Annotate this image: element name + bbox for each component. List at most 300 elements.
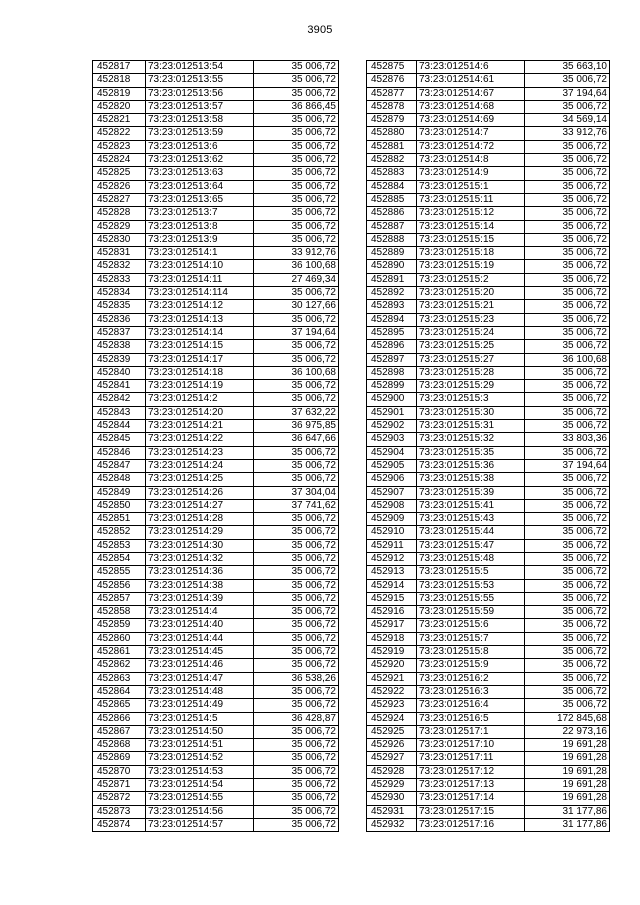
table-row: [93, 699, 339, 712]
cadastral-number: 73:23:012514:7: [417, 127, 525, 140]
row-number: 452882: [367, 154, 417, 167]
table-row: [367, 579, 610, 592]
row-number: 452916: [367, 606, 417, 619]
cadastral-value: 35 006,72: [254, 632, 339, 645]
table-row: [93, 672, 339, 685]
table-row: [93, 473, 339, 486]
cadastral-value: 19 691,28: [525, 739, 610, 752]
table-row: [367, 725, 610, 738]
row-number: 452904: [367, 446, 417, 459]
row-number: 452873: [93, 805, 146, 818]
cadastral-value: 35 006,72: [254, 220, 339, 233]
cadastral-value: 35 006,72: [525, 100, 610, 113]
cadastral-value: 35 006,72: [254, 446, 339, 459]
table-row: [93, 566, 339, 579]
cadastral-number: 73:23:012515:19: [417, 260, 525, 273]
cadastral-value: 35 006,72: [525, 366, 610, 379]
table-row: [367, 446, 610, 459]
table-row: [367, 140, 610, 153]
cadastral-value: 27 469,34: [254, 273, 339, 286]
table-row: [367, 127, 610, 140]
row-number: 452846: [93, 446, 146, 459]
cadastral-number: 73:23:012515:24: [417, 326, 525, 339]
table-row: [93, 380, 339, 393]
table-row: [93, 167, 339, 180]
table-row: [367, 340, 610, 353]
table-row: [93, 353, 339, 366]
table-row: [367, 592, 610, 605]
cadastral-value: 35 006,72: [254, 792, 339, 805]
row-number: 452861: [93, 646, 146, 659]
row-number: 452877: [367, 87, 417, 100]
row-number: 452929: [367, 779, 417, 792]
table-row: [367, 606, 610, 619]
row-number: 452926: [367, 739, 417, 752]
cadastral-value: 172 845,68: [525, 712, 610, 725]
register-table-right: [366, 60, 610, 832]
row-number: 452868: [93, 739, 146, 752]
cadastral-value: 35 006,72: [525, 646, 610, 659]
table-row: [367, 526, 610, 539]
cadastral-value: 35 006,72: [525, 566, 610, 579]
row-number: 452910: [367, 526, 417, 539]
cadastral-value: 37 304,04: [254, 486, 339, 499]
cadastral-value: 19 691,28: [525, 779, 610, 792]
table-row: [367, 353, 610, 366]
table-row: [367, 739, 610, 752]
row-number: 452855: [93, 566, 146, 579]
cadastral-number: 73:23:012515:38: [417, 473, 525, 486]
table-row: [367, 406, 610, 419]
cadastral-value: 35 006,72: [525, 74, 610, 87]
row-number: 452924: [367, 712, 417, 725]
table-row: [367, 473, 610, 486]
row-number: 452921: [367, 672, 417, 685]
row-number: 452919: [367, 646, 417, 659]
cadastral-number: 73:23:012514:1: [146, 247, 254, 260]
row-number: 452852: [93, 526, 146, 539]
cadastral-number: 73:23:012514:8: [417, 154, 525, 167]
row-number: 452920: [367, 659, 417, 672]
cadastral-number: 73:23:012514:22: [146, 433, 254, 446]
cadastral-value: 35 006,72: [525, 140, 610, 153]
cadastral-number: 73:23:012515:59: [417, 606, 525, 619]
cadastral-value: 36 975,85: [254, 420, 339, 433]
cadastral-number: 73:23:012515:7: [417, 632, 525, 645]
cadastral-number: 73:23:012515:28: [417, 366, 525, 379]
cadastral-number: 73:23:012515:9: [417, 659, 525, 672]
cadastral-value: 35 006,72: [525, 233, 610, 246]
cadastral-number: 73:23:012514:61: [417, 74, 525, 87]
cadastral-value: 35 006,72: [254, 74, 339, 87]
table-row: [93, 207, 339, 220]
row-number: 452830: [93, 233, 146, 246]
cadastral-value: 37 194,64: [525, 459, 610, 472]
cadastral-number: 73:23:012513:9: [146, 233, 254, 246]
cadastral-number: 73:23:012515:36: [417, 459, 525, 472]
row-number: 452925: [367, 725, 417, 738]
table-row: [93, 779, 339, 792]
table-row: [93, 154, 339, 167]
table-row: [93, 340, 339, 353]
register-table-left: [92, 60, 339, 832]
table-row: [93, 725, 339, 738]
cadastral-value: 35 006,72: [254, 167, 339, 180]
row-number: 452867: [93, 725, 146, 738]
cadastral-value: 19 691,28: [525, 765, 610, 778]
cadastral-value: 35 006,72: [254, 193, 339, 206]
cadastral-value: 35 006,72: [525, 340, 610, 353]
cadastral-number: 73:23:012515:25: [417, 340, 525, 353]
cadastral-value: 30 127,66: [254, 300, 339, 313]
cadastral-value: 35 006,72: [254, 552, 339, 565]
cadastral-value: 37 194,64: [525, 87, 610, 100]
cadastral-value: 35 006,72: [525, 220, 610, 233]
row-number: 452866: [93, 712, 146, 725]
table-row: [367, 220, 610, 233]
table-row: [93, 326, 339, 339]
cadastral-value: 35 006,72: [525, 180, 610, 193]
row-number: 452932: [367, 818, 417, 831]
table-row: [367, 672, 610, 685]
row-number: 452823: [93, 140, 146, 153]
row-number: 452886: [367, 207, 417, 220]
row-number: 452907: [367, 486, 417, 499]
cadastral-value: 35 006,72: [254, 526, 339, 539]
table-row: [93, 287, 339, 300]
cadastral-number: 73:23:012515:11: [417, 193, 525, 206]
table-row: [93, 619, 339, 632]
cadastral-value: 36 538,26: [254, 672, 339, 685]
cadastral-value: 35 006,72: [254, 513, 339, 526]
table-row: [367, 193, 610, 206]
row-number: 452865: [93, 699, 146, 712]
cadastral-number: 73:23:012514:4: [146, 606, 254, 619]
table-row: [93, 260, 339, 273]
row-number: 452889: [367, 247, 417, 260]
cadastral-number: 73:23:012514:9: [417, 167, 525, 180]
table-row: [367, 420, 610, 433]
row-number: 452871: [93, 779, 146, 792]
cadastral-value: 34 569,14: [525, 114, 610, 127]
table-row: [367, 818, 610, 831]
row-number: 452931: [367, 805, 417, 818]
row-number: 452930: [367, 792, 417, 805]
cadastral-value: 33 912,76: [525, 127, 610, 140]
cadastral-value: 35 006,72: [525, 313, 610, 326]
cadastral-number: 73:23:012515:2: [417, 273, 525, 286]
cadastral-number: 73:23:012515:44: [417, 526, 525, 539]
table-row: [367, 792, 610, 805]
cadastral-value: 35 006,72: [525, 167, 610, 180]
row-number: 452884: [367, 180, 417, 193]
table-row: [93, 247, 339, 260]
table-row: [93, 752, 339, 765]
cadastral-value: 36 866,45: [254, 100, 339, 113]
table-row: [367, 659, 610, 672]
cadastral-number: 73:23:012514:69: [417, 114, 525, 127]
cadastral-value: 35 006,72: [254, 313, 339, 326]
table-row: [367, 61, 610, 74]
cadastral-value: 22 973,16: [525, 725, 610, 738]
cadastral-value: 35 006,72: [254, 739, 339, 752]
row-number: 452821: [93, 114, 146, 127]
cadastral-value: 35 006,72: [525, 552, 610, 565]
table-row: [367, 699, 610, 712]
cadastral-value: 35 006,72: [525, 207, 610, 220]
cadastral-value: 35 006,72: [525, 287, 610, 300]
row-number: 452927: [367, 752, 417, 765]
table-row: [93, 100, 339, 113]
table-row: [367, 499, 610, 512]
table-row: [93, 792, 339, 805]
cadastral-value: 35 006,72: [525, 699, 610, 712]
table-row: [93, 193, 339, 206]
table-row: [367, 313, 610, 326]
cadastral-number: 73:23:012515:30: [417, 406, 525, 419]
cadastral-number: 73:23:012513:62: [146, 154, 254, 167]
cadastral-number: 73:23:012513:7: [146, 207, 254, 220]
row-number: 452858: [93, 606, 146, 619]
cadastral-value: 35 006,72: [254, 818, 339, 831]
row-number: 452817: [93, 61, 146, 74]
cadastral-value: 35 006,72: [525, 420, 610, 433]
row-number: 452908: [367, 499, 417, 512]
table-row: [93, 220, 339, 233]
cadastral-value: 19 691,28: [525, 792, 610, 805]
cadastral-value: 35 006,72: [525, 592, 610, 605]
row-number: 452827: [93, 193, 146, 206]
cadastral-number: 73:23:012513:65: [146, 193, 254, 206]
cadastral-value: 35 006,72: [525, 526, 610, 539]
cadastral-number: 73:23:012517:11: [417, 752, 525, 765]
cadastral-value: 35 006,72: [254, 180, 339, 193]
cadastral-value: 35 006,72: [254, 539, 339, 552]
row-number: 452857: [93, 592, 146, 605]
cadastral-number: 73:23:012514:27: [146, 499, 254, 512]
cadastral-number: 73:23:012517:12: [417, 765, 525, 778]
cadastral-number: 73:23:012514:72: [417, 140, 525, 153]
cadastral-value: 35 006,72: [254, 393, 339, 406]
cadastral-value: 35 006,72: [525, 659, 610, 672]
table-row: [93, 592, 339, 605]
row-number: 452843: [93, 406, 146, 419]
cadastral-number: 73:23:012515:53: [417, 579, 525, 592]
row-number: 452819: [93, 87, 146, 100]
cadastral-number: 73:23:012517:10: [417, 739, 525, 752]
cadastral-number: 73:23:012515:29: [417, 380, 525, 393]
row-number: 452839: [93, 353, 146, 366]
table-row: [93, 61, 339, 74]
row-number: 452860: [93, 632, 146, 645]
cadastral-number: 73:23:012515:1: [417, 180, 525, 193]
cadastral-number: 73:23:012514:15: [146, 340, 254, 353]
cadastral-value: 35 006,72: [254, 752, 339, 765]
row-number: 452913: [367, 566, 417, 579]
cadastral-number: 73:23:012514:13: [146, 313, 254, 326]
cadastral-number: 73:23:012517:13: [417, 779, 525, 792]
cadastral-value: 35 006,72: [254, 61, 339, 74]
cadastral-number: 73:23:012515:39: [417, 486, 525, 499]
row-number: 452822: [93, 127, 146, 140]
row-number: 452909: [367, 513, 417, 526]
row-number: 452842: [93, 393, 146, 406]
row-number: 452888: [367, 233, 417, 246]
table-row: [93, 526, 339, 539]
table-row: [367, 486, 610, 499]
cadastral-number: 73:23:012513:64: [146, 180, 254, 193]
cadastral-number: 73:23:012514:28: [146, 513, 254, 526]
table-row: [93, 486, 339, 499]
cadastral-value: 35 006,72: [525, 154, 610, 167]
table-row: [93, 273, 339, 286]
row-number: 452869: [93, 752, 146, 765]
row-number: 452891: [367, 273, 417, 286]
row-number: 452893: [367, 300, 417, 313]
table-row: [93, 180, 339, 193]
cadastral-value: 35 006,72: [525, 473, 610, 486]
cadastral-value: 36 100,68: [254, 260, 339, 273]
cadastral-value: 35 006,72: [254, 619, 339, 632]
table-row: [367, 539, 610, 552]
cadastral-number: 73:23:012515:47: [417, 539, 525, 552]
cadastral-value: 35 006,72: [525, 393, 610, 406]
table-row: [367, 685, 610, 698]
table-row: [367, 646, 610, 659]
cadastral-number: 73:23:012515:43: [417, 513, 525, 526]
row-number: 452878: [367, 100, 417, 113]
cadastral-number: 73:23:012514:57: [146, 818, 254, 831]
row-number: 452828: [93, 207, 146, 220]
table-row: [93, 606, 339, 619]
row-number: 452917: [367, 619, 417, 632]
cadastral-number: 73:23:012515:48: [417, 552, 525, 565]
row-number: 452874: [93, 818, 146, 831]
row-number: 452894: [367, 313, 417, 326]
cadastral-value: 35 006,72: [254, 154, 339, 167]
row-number: 452818: [93, 74, 146, 87]
cadastral-value: 35 006,72: [254, 699, 339, 712]
table-row: [367, 233, 610, 246]
table-row: [367, 74, 610, 87]
cadastral-value: 35 006,72: [254, 566, 339, 579]
cadastral-number: 73:23:012515:31: [417, 420, 525, 433]
table-row: [93, 539, 339, 552]
cadastral-number: 73:23:012514:29: [146, 526, 254, 539]
row-number: 452881: [367, 140, 417, 153]
cadastral-number: 73:23:012513:57: [146, 100, 254, 113]
cadastral-number: 73:23:012514:17: [146, 353, 254, 366]
table-row: [367, 765, 610, 778]
cadastral-number: 73:23:012514:56: [146, 805, 254, 818]
cadastral-value: 35 006,72: [525, 193, 610, 206]
table-row: [367, 433, 610, 446]
cadastral-value: 35 006,72: [254, 579, 339, 592]
cadastral-number: 73:23:012517:1: [417, 725, 525, 738]
cadastral-number: 73:23:012515:21: [417, 300, 525, 313]
table-row: [367, 247, 610, 260]
cadastral-value: 35 006,72: [525, 685, 610, 698]
cadastral-number: 73:23:012515:20: [417, 287, 525, 300]
cadastral-value: 35 006,72: [525, 486, 610, 499]
cadastral-value: 35 006,72: [525, 606, 610, 619]
table-row: [93, 313, 339, 326]
cadastral-value: 36 428,87: [254, 712, 339, 725]
cadastral-number: 73:23:012514:48: [146, 685, 254, 698]
cadastral-number: 73:23:012515:32: [417, 433, 525, 446]
cadastral-value: 35 006,72: [254, 646, 339, 659]
table-row: [367, 260, 610, 273]
cadastral-value: 36 647,66: [254, 433, 339, 446]
cadastral-number: 73:23:012514:12: [146, 300, 254, 313]
table-row: [93, 659, 339, 672]
cadastral-value: 35 006,72: [525, 300, 610, 313]
row-number: 452890: [367, 260, 417, 273]
table-row: [367, 712, 610, 725]
table-row: [367, 393, 610, 406]
table-row: [367, 513, 610, 526]
cadastral-number: 73:23:012517:14: [417, 792, 525, 805]
row-number: 452883: [367, 167, 417, 180]
row-number: 452918: [367, 632, 417, 645]
cadastral-number: 73:23:012513:63: [146, 167, 254, 180]
cadastral-value: 35 006,72: [254, 606, 339, 619]
row-number: 452895: [367, 326, 417, 339]
cadastral-value: 35 006,72: [254, 459, 339, 472]
cadastral-value: 36 100,68: [525, 353, 610, 366]
cadastral-number: 73:23:012513:55: [146, 74, 254, 87]
cadastral-number: 73:23:012515:15: [417, 233, 525, 246]
row-number: 452899: [367, 380, 417, 393]
cadastral-number: 73:23:012514:26: [146, 486, 254, 499]
cadastral-value: 35 006,72: [525, 273, 610, 286]
row-number: 452887: [367, 220, 417, 233]
row-number: 452880: [367, 127, 417, 140]
cadastral-value: 19 691,28: [525, 752, 610, 765]
table-row: [367, 300, 610, 313]
row-number: 452902: [367, 420, 417, 433]
row-number: 452923: [367, 699, 417, 712]
row-number: 452820: [93, 100, 146, 113]
cadastral-value: 37 741,62: [254, 499, 339, 512]
table-row: [93, 552, 339, 565]
cadastral-number: 73:23:012516:3: [417, 685, 525, 698]
table-row: [367, 87, 610, 100]
cadastral-value: 31 177,86: [525, 818, 610, 831]
cadastral-number: 73:23:012514:51: [146, 739, 254, 752]
table-row: [367, 619, 610, 632]
row-number: 452912: [367, 552, 417, 565]
table-row: [367, 779, 610, 792]
table-row: [93, 406, 339, 419]
row-number: 452853: [93, 539, 146, 552]
row-number: 452875: [367, 61, 417, 74]
table-row: [367, 154, 610, 167]
row-number: 452831: [93, 247, 146, 260]
table-row: [367, 366, 610, 379]
cadastral-number: 73:23:012517:15: [417, 805, 525, 818]
cadastral-value: 35 006,72: [525, 446, 610, 459]
cadastral-number: 73:23:012515:55: [417, 592, 525, 605]
table-row: [367, 326, 610, 339]
cadastral-number: 73:23:012514:2: [146, 393, 254, 406]
row-number: 452892: [367, 287, 417, 300]
cadastral-number: 73:23:012514:25: [146, 473, 254, 486]
cadastral-number: 73:23:012517:16: [417, 818, 525, 831]
cadastral-number: 73:23:012516:4: [417, 699, 525, 712]
row-number: 452922: [367, 685, 417, 698]
table-row: [93, 87, 339, 100]
